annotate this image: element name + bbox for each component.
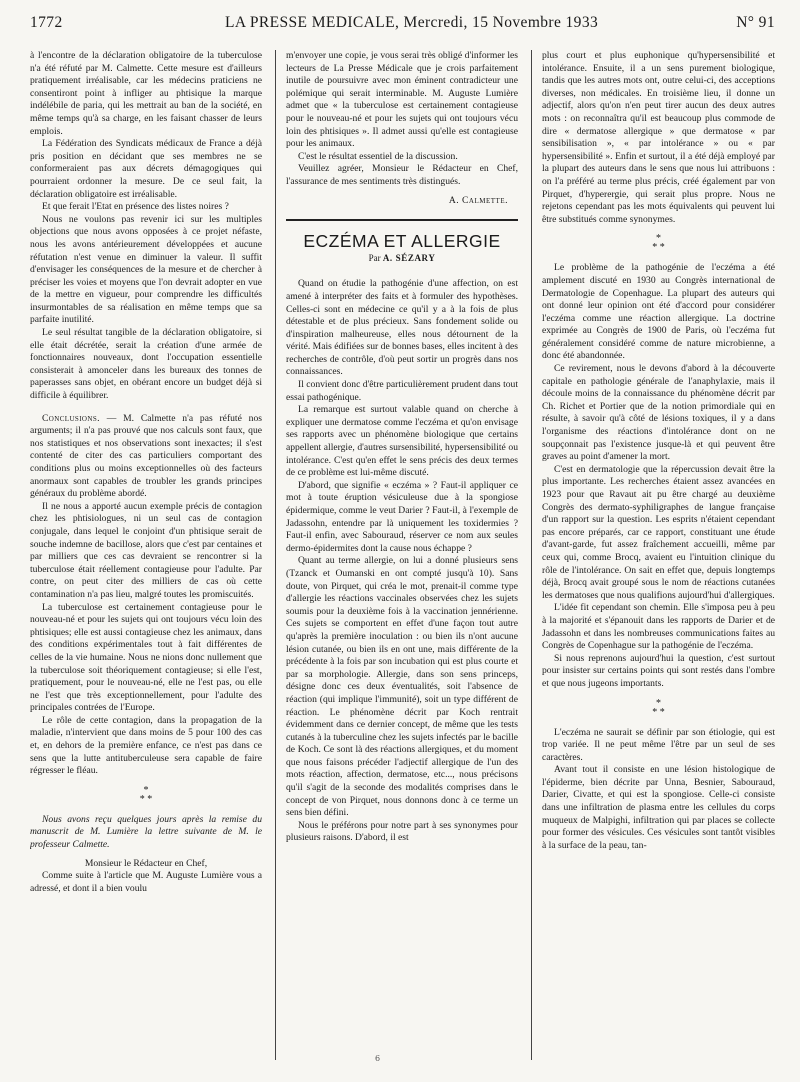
column-rule-right (531, 50, 532, 1060)
paragraph: La tuberculose est certainement contagieuse pour le nouveau-né et pour les sujets qui ont toujours vécu loin des phtisiques; elle est aussi contagieuse chez les animaux, dans des conditions expérimentales tout à fait différentes de celles de la vie humaine. Nous ne nions donc nullement que la tuberculose soit théoriquement contagieuse; si elle l'est, pratiquement, pour le nouveau-né, elle ne l'est pas, ou elle ne l'est que très exceptionnellement, pour l'adulte des principales contrées de l'Europe. (30, 601, 262, 714)
newspaper-page (30, 14, 775, 1069)
paragraph: L'idée fit cependant son chemin. Elle s'imposa peu à peu à la majorité et s'épanouit dans les rapports de Darier et de Jadassohn et dans les nombreuses communications faites au Congrès de Copenhague sur la pathogénie de l'eczéma. (542, 602, 775, 652)
paragraph: Le seul résultat tangible de la déclaration obligatoire, si elle était décrétée, serait la création d'une armée de fonctionnaires nouveaux, dont l'occupation essentielle consisterait à amonceler dans les bureaux des tonnes de paperasses sans objet, en obérant encore un budget déjà si difficile à équilibrer. (30, 327, 262, 402)
paragraph: Veuillez agréer, Monsieur le Rédacteur en Chef, l'assurance de mes sentiments très distingués. (286, 163, 518, 187)
article-byline (286, 252, 518, 265)
paragraph: Le rôle de cette contagion, dans la propagation de la maladie, n'intervient que dans moins de 5 pour 100 des cas et, en dehors de la première enfance, ce n'est pas dans ce sens que la lutte antituberculeuse sera capable de faire régresser le fléau. (30, 714, 262, 777)
paragraph: D'abord, que signifie « eczéma » ? Faut-il appliquer ce mot à toute éruption vésiculeuse due à la spongiose épidermique, comme le veut Darier ? Faut-il, à l'exemple de Jadassohn, entendre par là uniquement les toxidermies ? Faut-il enfin, avec Sabouraud, réserver ce nom aux seules dermo-épidermites dont la cause nous échappe ? (286, 479, 518, 554)
paragraph: La Fédération des Syndicats médicaux de France a déjà pris position en décidant que ses membres ne se conformeraient pas aux décrets démagogiques qui pourraient ordonner la mesure. De ce seul fait, la déclaration obligatoire est irréalisable. (30, 138, 262, 200)
paragraph: Si nous reprenons aujourd'hui la question, c'est surtout pour insister sur certains points qui sont restés dans l'ombre et que nous jugeons importants. (542, 652, 775, 689)
paragraph: C'est en dermatologie que la répercussion devait être la plus importante. Les recherches étaient assez avancées en 1923 pour que Ravaut ait pu être chargé au deuxième Congrès des dermato-syphiligraphes de langue française d'un rapport sur la question. Les esprits n'étaient cependant pas encore préparés, car ce rapport, constituant une étude d'avant-garde, fut assez fraîchement accueilli, même par ceux qui, comme Brocq, avaient eu l'intuition clinique du rôle de l'intolérance. On sait en effet que, depuis longtemps déjà, Brocq avait groupé sous le nom de réactions cutanées les dermatoses que nous qualifions aujourd'hui d'allergiques. (542, 463, 775, 601)
author-name: A. SÉZARY (382, 252, 436, 263)
paragraph: Il convient donc d'être particulièrement prudent dans tout essai pathogénique. (286, 379, 518, 403)
paragraph: Le problème de la pathogénie de l'eczéma a été amplement discuté en 1930 au Congrès international de Dermatologie de Copenhague. La plupart des auteurs qui ont donné leur opinion ont été d'accord pour considérer l'eczéma comme une réaction allergique. La doctrine exprimée au Congrès de 1900 de Paris, où l'eczéma fut généralement considéré comme de nature microbienne, a donc été abandonnée. (542, 262, 775, 362)
editor-note: Nous avons reçu quelques jours après la remise du manuscrit de M. Lumière la lettre suivante de M. le professeur Calmette. (30, 813, 262, 851)
paragraph: Quand on étudie la pathogénie d'une affection, on est amené à interpréter des faits et à formuler des hypothèses. Celles-ci sont en médecine ce qu'il y a à la fois de plus détestable et de plus précieux. Sans fondement solide ou d'inspiration malheureuse, elles nous détournent de la vérité. Mais édifiées sur de bonnes bases, elles incitent à des recherches de contrôle, d'où peut sortir un progrès dans nos connaissances. (286, 278, 518, 378)
page-number: 1772 (30, 14, 63, 31)
column-rule-left (275, 50, 276, 1060)
section-separator: * * * (139, 784, 153, 805)
paragraph: C'est le résultat essentiel de la discussion. (298, 150, 458, 162)
section-separator: * * * (652, 697, 665, 718)
journal-title: LA PRESSE MEDICALE, Mercredi, 15 Novembre 1933 (225, 14, 599, 31)
column-2 (286, 50, 518, 1050)
paragraph: m'envoyer une copie, je vous serai très obligé d'informer les lecteurs de La Presse Médicale que je crois parfaitement inutile de poursuivre avec mon éminent contradicteur une polémique qui serait interminable. M. Auguste Lumière admet que « la tuberculose est certainement contagieuse pour le nouveau-né et pour les sujets qui ont toujours vécu loin des phtisiques ». Il admet aussi qu'elle est contagieuse pour les animaux. (286, 50, 518, 150)
paragraph: Avant tout il consiste en une lésion histologique de l'épiderme, bien décrite par Unna, Besnier, Sabouraud, Darier, Civatte, et qui est la spongiose. Celle-ci consiste dans une infiltration de plasma entre les cellules du corps muqueux de Malpighi, infiltration qui par places se collecte pour former des vésicules. Ces vésicules sont tantôt visibles à la surface de la peau, tan- (542, 764, 775, 851)
paragraph: L'eczéma ne saurait se définir par son étiologie, qui est trop variée. Il ne peut même l'être par un seul de ses caractères. (542, 726, 775, 763)
paragraph: Nous ne voulons pas revenir ici sur les multiples objections que nous avons opposées à ce projet néfaste, nous les avons antérieurement développées et aucune réfutation n'est venue en diminuer la valeur. Il suffit d'envisager les conséquences de la mesure et de chercher à préciser les voies et moyens que l'on devrait adopter en vue de la mettre en vigueur, pour comprendre les difficultés insurmontables de sa réalisation en même temps que sa parfaite inutilité. (30, 213, 262, 326)
paragraph: à l'encontre de la déclaration obligatoire de la tuberculose n'a été réfuté par M. Calmette. Cette mesure est d'ailleurs pratiquement irréalisable, car les médecins praticiens ne consentiront point à infliger au phtisique la marque indélébile de paria, qui les mettrait au ban de la société, en même temps qu'à sa charge, en les faisant chasser de leurs emplois. (30, 50, 262, 137)
conclusions-text: — M. Calmette n'a pas réfuté nos arguments; il n'a pas prouvé que nos calculs sont faux, que nos statistiques et nos observations sont inexactes; il s'est contenté de citer des cas particuliers comportant des conditions plus ou moins exceptionnelles où des facteurs anormaux sont capables de troubler les grands principes généraux du problème abordé. (30, 412, 262, 500)
issue-number: N° 91 (736, 14, 775, 31)
paragraph: Comme suite à l'article que M. Auguste Lumière vous a adressé, et dont il a bien voulu (30, 870, 262, 894)
paragraph: Et que ferait l'Etat en présence des listes noires ? (42, 201, 229, 213)
paragraph: Nous le préférons pour notre part à ses synonymes pour plusieurs raisons. D'abord, il est (286, 819, 518, 844)
paragraph: Ce revirement, nous le devons d'abord à la découverte capitale en pathologie générale de l'anaphylaxie, mais il découle moins de la connaissance du phénomène décrit par Ch. Richet et Portier que de la notion primordiale qui en résulte, à savoir qu'à côté de lésions toxiques, il y a dans l'organisme des réactions d'intolérance dont on ne soupçonnait pas l'existence jusque-là et qui peuvent être graves au point d'amener la mort. (542, 363, 775, 463)
byline-prefix: Par (368, 252, 381, 263)
column-3 (542, 50, 775, 1050)
article-title: ECZÉMA ET ALLERGIE (303, 231, 501, 252)
paragraph: La remarque est surtout valable quand on cherche à expliquer une dermatose comme l'eczéma et qu'on envisage ses rapports avec un phénomène biologique que certains appellent allergie, d'autres sursensibilité, hypersensibilité ou intolérance. C'est qu'en effet le sens précis des deux termes de ce problème est lui-même discuté. (286, 404, 518, 479)
conclusions-label: Conclusions. (42, 412, 100, 424)
paragraph: Il ne nous a apporté aucun exemple précis de contagion chez les phtisiologues, ni un seul cas de contagion conjugale, dans lequel le conjoint d'un phtisique serait de souche indemne de bacillose, alors que c'est par centaines et par milliers que ces cas devraient se rencontrer si la tuberculose était réellement contagieuse pour l'adulte. Par contre, on peut citer des milliers de cas où cette contamination n'a pas lieu, malgré toutes les promiscuités. (30, 500, 262, 600)
letter-signature: A. Calmette. (448, 194, 508, 206)
paragraph: plus court et plus euphonique qu'hypersensibilité et intolérance. Ensuite, il a un sens purement biologique, tandis que les autres mots ont, outre celui-ci, des acceptions diverses, non médicales. En troisième lieu, il donne un adjectif, alors qu'on n'en peut tirer aucun des deux autres mots : on reconnaîtra qu'il est beaucoup plus commode de dire « dermatose allergique » que dermatose « par sensibilisation », « par intolérance » ou « par hypersensibilité ». Enfin et surtout, il a été déjà employé par la plupart des auteurs dans le sens que nous lui attribuons : on l'a préféré au terme plus précis, créé également par von Pirquet, d'hyperergie, qui serait plus propre. Nous ne rejetons cependant pas les mots équivalents qui peuvent lui être substitués comme synonymes. (542, 50, 775, 225)
page-header (30, 14, 775, 38)
paragraph: Quant au terme allergie, on lui a donné plusieurs sens (Tzanck et Oumanski en ont compté jusqu'à 10). Sans doute, von Pirquet, qui créa le mot, prenait-il comme type d'allergie les réactions vaccinales observées chez les sujets soumis pour la deuxième fois à la vaccination jennérienne. Ces sujets se comportent en effet d'une façon tout autre qu'après la première inoculation : ou bien ils n'ont aucune lésion cutanée, ou bien ils en ont une, mais différente de la précédente à la fois par son incubation qui est plus courte et par sa morphologie. Allergie, dans son sens princeps, désigne donc ces deux éventualités, soit l'absence de réaction (qui implique l'immunité), soit un type différent de réaction. Le phénomène décrit par Koch rentrait évidemment dans ce dernier concept, de même que les tests cutanés à la tuberculine chez les sujets infectés par le bacille de Koch. Ce sont là des réactions allergiques, et du moment que nous faisons précéder l'adjectif allergique de l'un des mots réaction, affection, dermatose, etc..., nous précisons qu'il s'agit de la seconde des modalités comprises dans le concept de von Pirquet, nous donnons donc à ce terme un sens bien défini. (286, 555, 518, 819)
conclusions-paragraph (30, 413, 262, 501)
letter-salutation: Monsieur le Rédacteur en Chef, (84, 857, 208, 869)
folio-mark: 6 (375, 1054, 381, 1063)
article-divider (286, 219, 518, 221)
column-1 (30, 50, 262, 1050)
section-separator: * * * (652, 233, 665, 254)
